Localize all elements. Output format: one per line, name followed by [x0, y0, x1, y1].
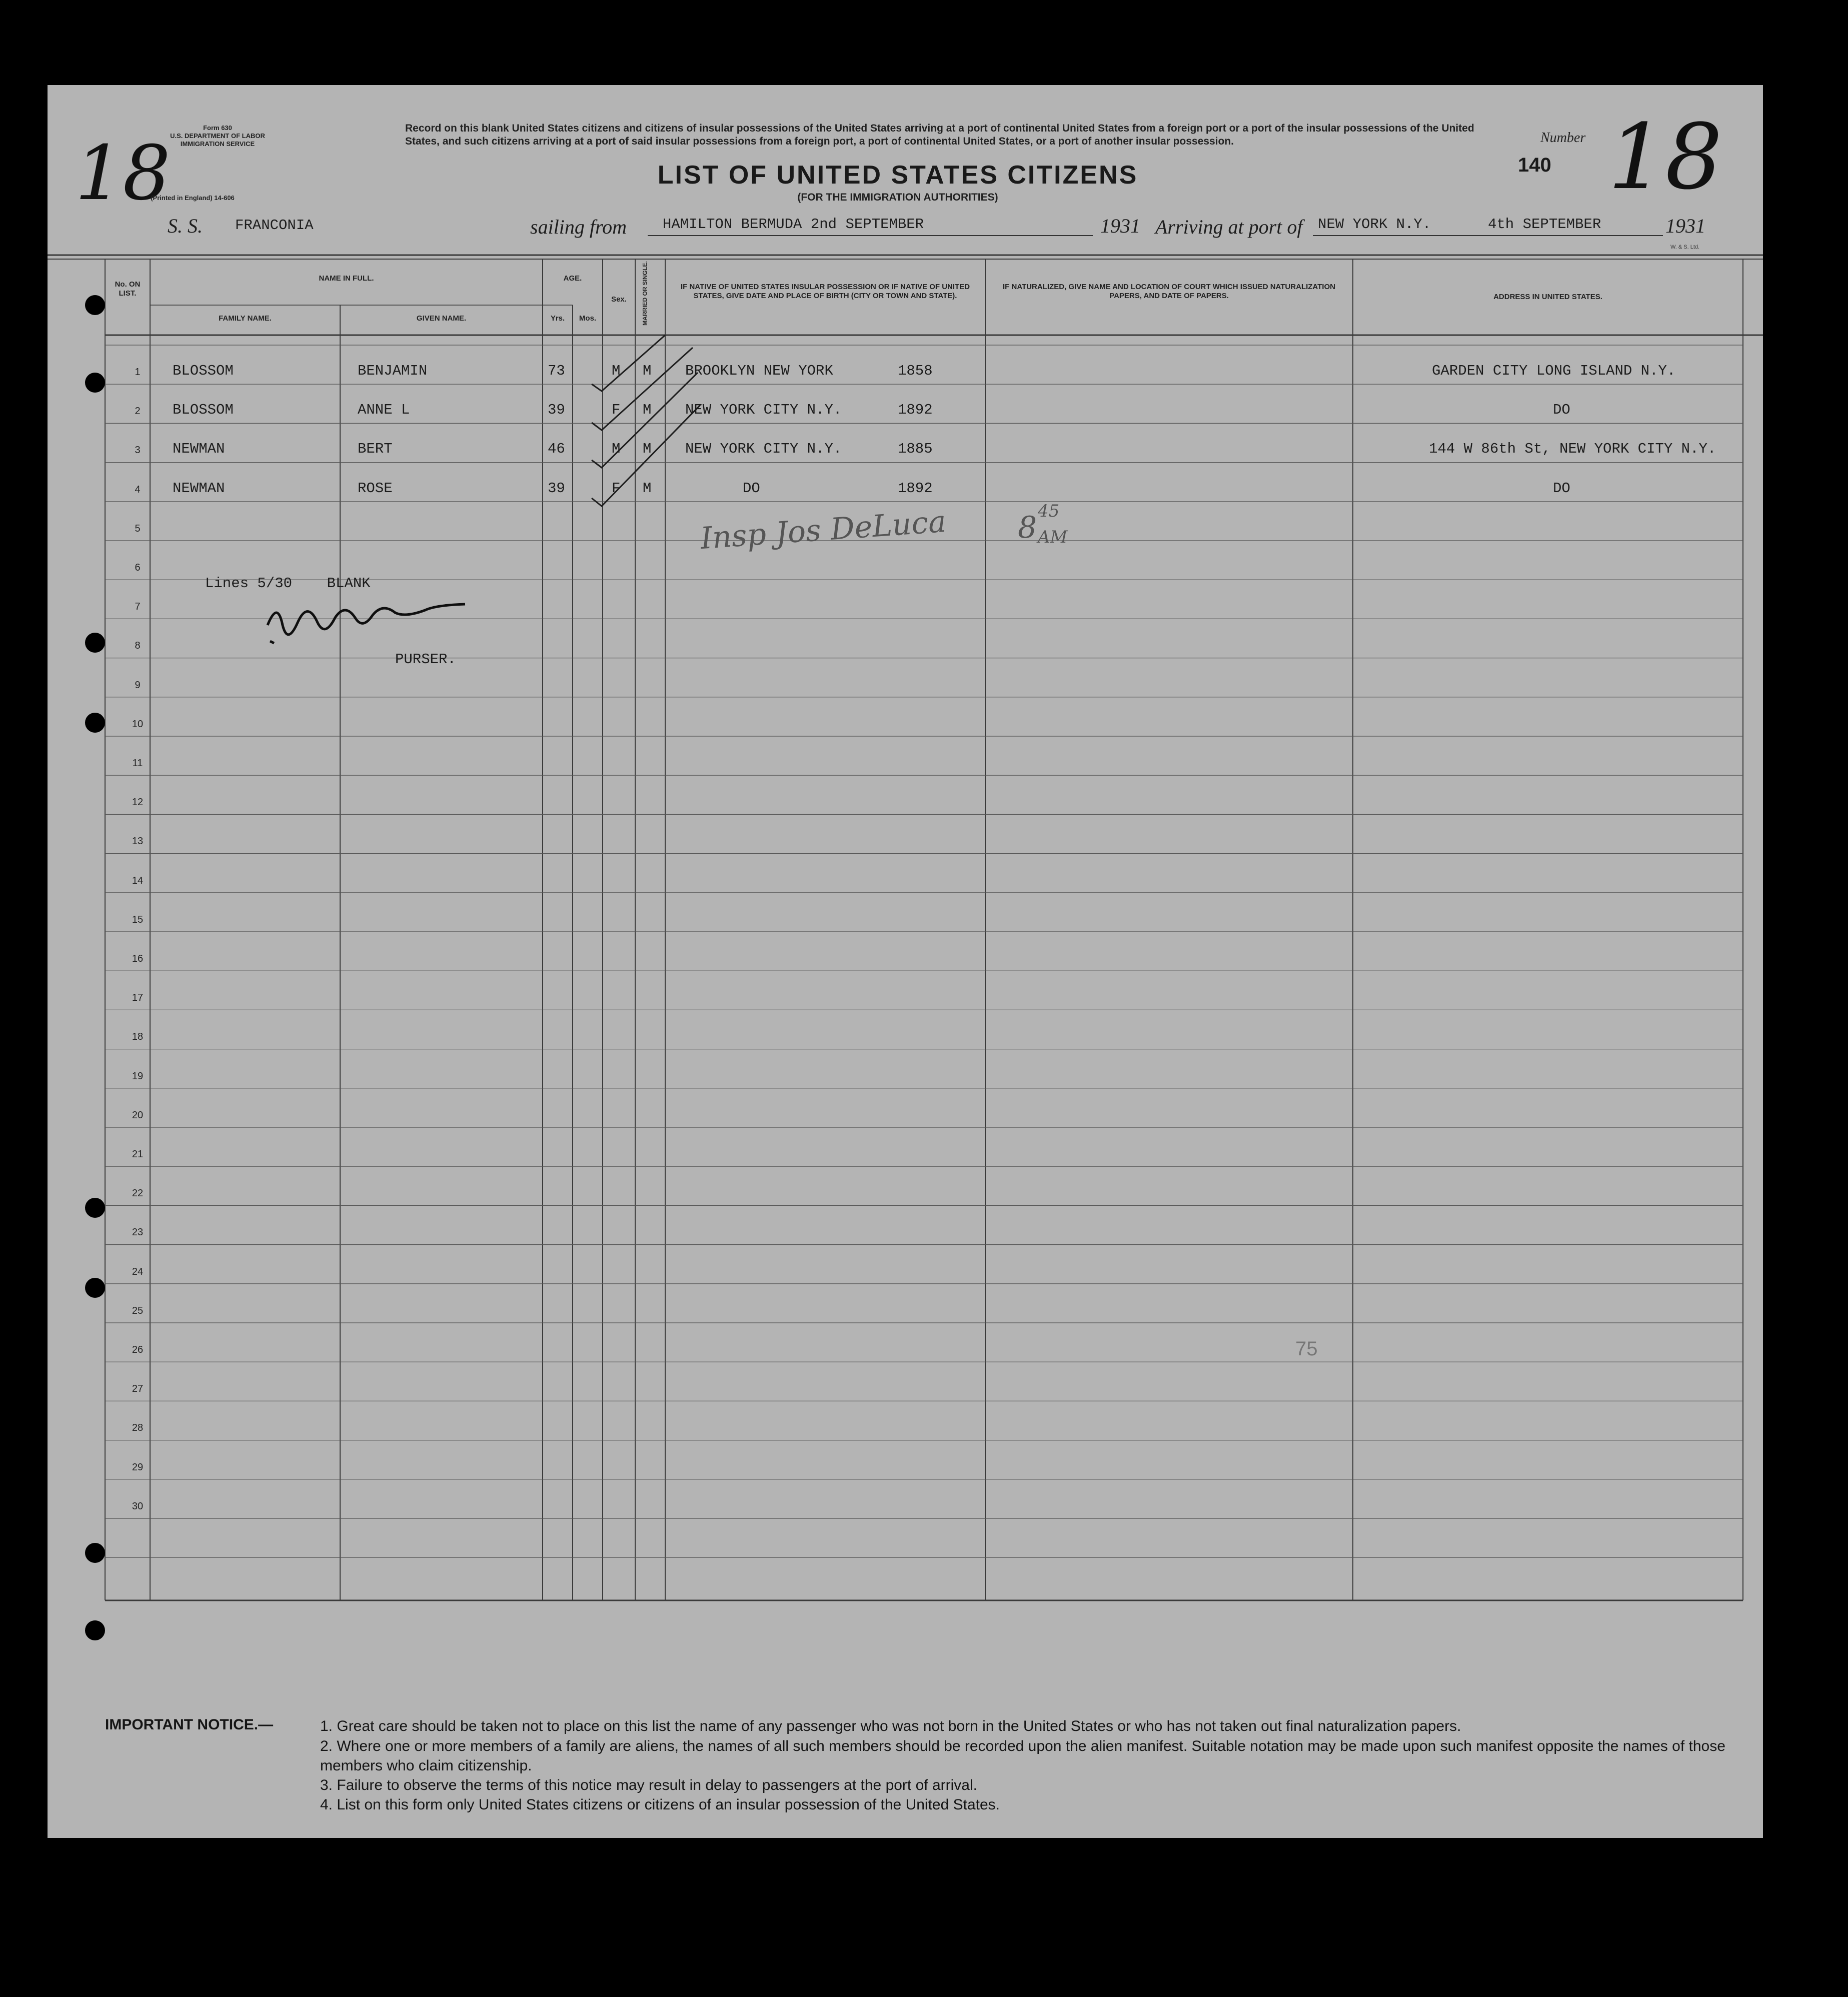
- address: DO: [1553, 402, 1570, 419]
- sex: M: [612, 441, 621, 458]
- purser-signature: [268, 604, 465, 643]
- age-years: 46: [548, 441, 565, 458]
- row-number: 11: [132, 758, 143, 769]
- inspector-stamp: Insp Jos DeLuca: [699, 504, 947, 557]
- col-mos: Mos.: [579, 314, 597, 323]
- inspector-time-min: 45: [1038, 501, 1060, 521]
- form-subtitle: (FOR THE IMMIGRATION AUTHORITIES): [797, 192, 998, 203]
- notice-item-3: 3. Failure to observe the terms of this notice may result in delay to passengers at the port of arrival.: [320, 1777, 977, 1793]
- birthplace: BROOKLYN NEW YORK: [685, 363, 833, 379]
- birth-year: 1892: [898, 402, 933, 419]
- family-name: BLOSSOM: [173, 363, 234, 379]
- punch-hole: [85, 713, 105, 733]
- birthplace: DO: [743, 480, 760, 497]
- lines-blank-b: 30: [275, 575, 293, 592]
- row-number: 23: [132, 1227, 144, 1238]
- punch-hole: [85, 1278, 105, 1298]
- row-number: 22: [132, 1188, 144, 1199]
- birthplace: NEW YORK CITY N.Y.: [685, 402, 842, 419]
- row-number: 14: [132, 875, 144, 886]
- printed-note: (Printed in England) 14-606: [151, 194, 235, 202]
- family-name: BLOSSOM: [173, 402, 234, 419]
- marital-status: M: [643, 441, 652, 458]
- row-number: 12: [132, 797, 144, 808]
- department: U.S. DEPARTMENT OF LABOR: [170, 132, 265, 140]
- punch-hole: [85, 373, 105, 393]
- page-mark: 75: [1295, 1338, 1318, 1360]
- row-number: 4: [135, 484, 141, 495]
- col-married-or-single: MARRIED OR SINGLE.: [641, 261, 649, 326]
- family-name: NEWMAN: [173, 480, 225, 497]
- row-number: 1: [135, 367, 141, 378]
- row-number: 21: [132, 1149, 144, 1160]
- record-instructions: Record on this blank United States citizens and citizens of insular possessions of the United States arriving at a port of continental United States from a foreign port or a port of the insular possessions of the United States, and such citizens arriving at a port of said insular possessions from a foreign port, a port of continental United States, or a port of another insular possession.: [405, 123, 1474, 147]
- ship-name: FRANCONIA: [235, 217, 314, 234]
- address: DO: [1553, 480, 1570, 497]
- number-value: 140: [1518, 154, 1551, 176]
- inspector-time: [1018, 501, 1068, 547]
- arrival-date: 4th SEPTEMBER: [1488, 216, 1601, 233]
- year-2: 1931: [1665, 215, 1705, 237]
- given-name: ROSE: [358, 480, 393, 497]
- row-number: 3: [135, 445, 141, 456]
- marital-status: M: [643, 480, 652, 497]
- row-number: 18: [132, 1031, 144, 1043]
- inspector-time-ampm: AM: [1038, 527, 1068, 547]
- birth-year: 1892: [898, 480, 933, 497]
- sex: F: [612, 480, 621, 497]
- col-yrs: Yrs.: [550, 314, 565, 323]
- row-number: 6: [135, 562, 141, 573]
- form-title: LIST OF UNITED STATES CITIZENS: [657, 161, 1138, 190]
- col-sex: Sex.: [611, 295, 627, 304]
- row-number: 9: [135, 679, 141, 691]
- arriving-label: Arriving at port of: [1155, 216, 1303, 238]
- sex: M: [612, 363, 621, 379]
- sailing-label: sailing from: [530, 216, 627, 238]
- address: 144 W 86th St, NEW YORK CITY N.Y.: [1429, 441, 1716, 458]
- row-number: 2: [135, 406, 141, 417]
- birthplace: NEW YORK CITY N.Y.: [685, 441, 842, 458]
- manifest-sheet: [48, 85, 1763, 1838]
- row-number: 28: [132, 1422, 144, 1434]
- number-label: Number: [1540, 130, 1586, 146]
- notice-item-4: 4. List on this form only United States citizens or citizens of an insular possession of the United States.: [320, 1796, 1000, 1813]
- given-name: ANNE L: [358, 402, 410, 419]
- given-name: BERT: [358, 441, 393, 458]
- punch-hole: [85, 295, 105, 315]
- table-grid: [48, 85, 1763, 1838]
- notice-heading: IMPORTANT NOTICE.—: [105, 1716, 274, 1733]
- age-years: 39: [548, 402, 565, 419]
- col-native: IF NATIVE OF UNITED STATES INSULAR POSSESSION OR IF NATIVE OF UNITED STATES, GIVE DATE AND PLACE OF BIRTH (CITY OR TOWN AND STATE).: [680, 283, 970, 300]
- marital-status: M: [643, 363, 652, 379]
- punch-hole: [85, 633, 105, 653]
- purser-label: PURSER.: [395, 651, 456, 668]
- service: IMMIGRATION SERVICE: [180, 140, 255, 148]
- lines-blank-a: Lines 5/: [205, 575, 275, 592]
- sheet-number-right: 18: [1608, 105, 1723, 210]
- col-given-name: GIVEN NAME.: [416, 314, 467, 323]
- row-number: 19: [132, 1070, 144, 1082]
- row-number: 13: [132, 836, 144, 847]
- col-age: AGE.: [563, 274, 582, 283]
- lines-blank-c: BLANK: [327, 575, 371, 592]
- row-number: 15: [132, 914, 144, 925]
- row-number: 8: [135, 640, 141, 652]
- sheet-number-left: 18: [75, 130, 171, 217]
- row-number: 20: [132, 1109, 144, 1121]
- printer-mark: W. & S. Ltd.: [1670, 244, 1700, 250]
- family-name: NEWMAN: [173, 441, 225, 458]
- age-years: 73: [548, 363, 565, 379]
- col-no-on-list: No. ON LIST.: [115, 280, 141, 298]
- col-address: ADDRESS IN UNITED STATES.: [1493, 293, 1602, 301]
- row-number: 26: [132, 1344, 144, 1355]
- birth-year: 1885: [898, 441, 933, 458]
- inspector-time-hour: 8: [1018, 510, 1037, 545]
- row-number: 30: [132, 1500, 144, 1512]
- col-family-name: FAMILY NAME.: [219, 314, 272, 323]
- lines-blank-note: [205, 575, 371, 592]
- arriving-port: NEW YORK N.Y.: [1318, 216, 1431, 233]
- notice-item-1: 1. Great care should be taken not to place on this list the name of any passenger who was not born in the United States or who has not taken out final naturalization papers.: [320, 1718, 1461, 1734]
- row-number: 16: [132, 953, 144, 964]
- row-number: 29: [132, 1461, 144, 1473]
- row-number: 27: [132, 1383, 144, 1395]
- sailing-from: HAMILTON BERMUDA 2nd SEPTEMBER: [663, 216, 924, 233]
- row-number: 17: [132, 992, 144, 1004]
- notice-item-2: 2. Where one or more members of a family are aliens, the names of all such members should be recorded upon the alien manifest. Suitable notation may be made upon such manifest opposite the names of those members who claim citizenship.: [320, 1738, 1725, 1774]
- form-number: Form 630: [203, 124, 232, 132]
- row-number: 10: [132, 718, 144, 730]
- age-years: 39: [548, 480, 565, 497]
- birth-year: 1858: [898, 363, 933, 379]
- address: GARDEN CITY LONG ISLAND N.Y.: [1432, 363, 1676, 379]
- sex: F: [612, 402, 621, 419]
- col-name-in-full: NAME IN FULL.: [319, 274, 374, 283]
- row-number: 25: [132, 1305, 144, 1316]
- col-naturalized: IF NATURALIZED, GIVE NAME AND LOCATION OF COURT WHICH ISSUED NATURALIZATION PAPERS, AND DATE OF PAPERS.: [1003, 283, 1335, 300]
- ship-label: S. S.: [168, 215, 203, 237]
- given-name: BENJAMIN: [358, 363, 428, 379]
- row-number: 24: [132, 1266, 144, 1277]
- year-1: 1931: [1100, 215, 1140, 237]
- marital-status: M: [643, 402, 652, 419]
- punch-hole: [85, 1198, 105, 1218]
- punch-hole: [85, 1543, 105, 1563]
- punch-hole: [85, 1620, 105, 1640]
- row-number: 5: [135, 523, 141, 534]
- row-number: 7: [135, 601, 141, 613]
